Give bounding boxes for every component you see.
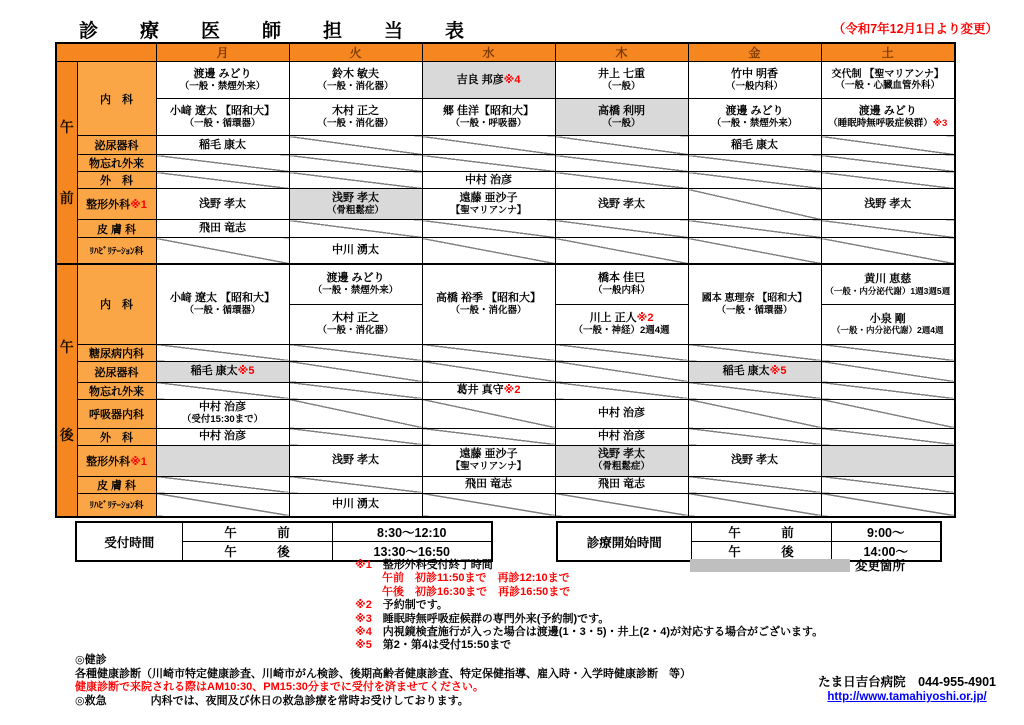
doctor-name: 浅野 孝太 (597, 197, 646, 210)
specialty-note: （一般・消化器） (317, 324, 394, 336)
footnote-mark: ※1 (130, 199, 147, 211)
empty-cell (156, 445, 289, 476)
specialty-note: （受付15:30まで） (181, 414, 264, 426)
empty-cell (821, 220, 955, 238)
department-cell (77, 220, 156, 238)
schedule-cell (688, 361, 821, 382)
consult-am-time: 9:00～ (831, 522, 941, 542)
specialty-note: （一般） (602, 117, 641, 129)
empty-cell (555, 382, 688, 399)
table-row (56, 476, 955, 493)
schedule-cell (821, 304, 955, 344)
bottom-note-line: ◎健診 (75, 654, 107, 666)
empty-cell (555, 361, 688, 382)
schedule-cell (289, 264, 422, 304)
schedule-cell (555, 445, 688, 476)
department-label: 糖尿病内科 (89, 347, 144, 360)
day-header-row (56, 43, 955, 62)
schedule-cell (289, 445, 422, 476)
schedule-cell (821, 264, 955, 304)
department-cell (77, 476, 156, 493)
specialty-note: （一般・心臓血管外科） (835, 80, 940, 92)
department-label: 皮 膚 科 (96, 479, 137, 492)
doctor-name: 遠藤 亜沙子 (459, 448, 518, 461)
doctor-name: 木村 正之 (331, 311, 380, 324)
specialty-note: 【聖マリアンナ】 (450, 204, 527, 216)
footnote-mark: ※2 (503, 384, 521, 397)
table-row (56, 238, 955, 264)
table-row (56, 189, 955, 220)
schedule-cell (688, 445, 821, 476)
specialty-note: （一般・禁煙外来） (312, 285, 399, 297)
doctor-name: 中村 治彦 (198, 401, 247, 414)
schedule-cell (156, 220, 289, 238)
empty-cell (821, 428, 955, 445)
footnote-line: ※2 予約制です。 (355, 599, 448, 612)
schedule-cell (422, 172, 555, 189)
footnote-mark: ※4 (503, 73, 521, 86)
doctor-name: 高橋 利明 (597, 104, 646, 117)
doctor-name: 渡邊 みどり (858, 104, 917, 117)
specialty-note: （骨粗鬆症） (592, 461, 650, 473)
doctor-name: 國本 恵理奈 【昭和大】 (701, 292, 808, 304)
schedule-cell (289, 62, 422, 99)
schedule-cell (156, 264, 289, 344)
empty-cell (289, 344, 422, 361)
empty-cell (821, 399, 955, 428)
specialty-note: （一般・内分泌代謝）1週3週5週 (825, 285, 951, 296)
empty-cell (555, 493, 688, 517)
table-row (56, 399, 955, 428)
table-row (56, 62, 955, 99)
empty-cell (289, 136, 422, 155)
department-cell (77, 361, 156, 382)
empty-cell (422, 136, 555, 155)
table-row (56, 493, 955, 517)
empty-cell (555, 136, 688, 155)
department-label: 整形外科 (86, 199, 131, 211)
day-header-cell: 木 (555, 43, 688, 62)
department-label: 内 科 (100, 299, 133, 312)
schedule-cell (555, 428, 688, 445)
empty-cell (289, 361, 422, 382)
table-row (56, 220, 955, 238)
empty-cell (156, 382, 289, 399)
empty-cell (289, 172, 422, 189)
specialty-note: （一般・循環器） (184, 117, 261, 129)
doctor-name: 小﨑 遼太 【昭和大】 (169, 292, 276, 305)
table-row (56, 155, 955, 172)
hospital-url-link[interactable]: http://www.tamahiyoshi.or.jp/ (827, 691, 987, 703)
doctor-name: 渡邊 みどり (725, 104, 784, 117)
footnote-mark: ※3 (932, 117, 948, 129)
schedule-cell (688, 99, 821, 136)
bottom-note-line: 健康診断で来院される際はAM10:30、PM15:30分までに受付を済ませてください。 (75, 681, 484, 694)
empty-cell (289, 382, 422, 399)
period-label (57, 65, 77, 259)
empty-cell (688, 428, 821, 445)
doctor-name: 中川 湧太 (331, 498, 380, 511)
day-header-cell: 土 (821, 43, 955, 62)
specialty-note: （骨粗鬆症） (326, 204, 384, 216)
empty-cell (422, 344, 555, 361)
schedule-cell (555, 264, 688, 304)
empty-cell (422, 493, 555, 517)
doctor-name: 吉良 邦彦※4 (456, 73, 521, 86)
consult-am-period: 午 前 (691, 522, 831, 542)
period-char: 午 (59, 118, 74, 135)
department-label: 呼吸器内科 (89, 408, 144, 421)
specialty-note: （一般・循環器） (184, 305, 261, 317)
empty-cell (821, 344, 955, 361)
doctor-name: 遠藤 亜沙子 (459, 191, 518, 204)
period-label-cell (56, 62, 77, 264)
day-header-cell: 月 (156, 43, 289, 62)
specialty-note: （睡眠時無呼吸症候群）※3 (828, 117, 948, 129)
reception-hours-table (75, 521, 493, 562)
schedule-cell (289, 189, 422, 220)
afternoon-schedule-table (55, 263, 956, 518)
empty-cell (821, 493, 955, 517)
department-label: 泌尿器科 (94, 366, 139, 379)
empty-cell (422, 361, 555, 382)
doctor-name: 中川 湧太 (331, 243, 380, 256)
schedule-cell (156, 99, 289, 136)
table-row (557, 522, 941, 542)
schedule-cell (156, 136, 289, 155)
empty-cell (156, 476, 289, 493)
doctor-name: 浅野 孝太 (331, 191, 380, 204)
change-note: （令和7年12月1日より変更） (832, 22, 998, 36)
page-title: 診療医師担当表 (70, 16, 515, 47)
doctor-name: 稲毛 康太※5 (190, 365, 255, 378)
doctor-name: 中村 治彦 (198, 430, 247, 443)
specialty-note: 【聖マリアンナ】 (450, 461, 527, 473)
doctor-name: 稲毛 康太 (198, 138, 247, 151)
doctor-name: 飛田 竜志 (198, 222, 247, 235)
schedule-cell (156, 62, 289, 99)
footnote-line: ※1 整形外科受付終了時間 (355, 559, 493, 571)
footnote-line: 午後 初診16:30まで 再診16:50まで (382, 585, 571, 598)
empty-cell (555, 238, 688, 264)
empty-cell (422, 399, 555, 428)
footnotes (355, 559, 823, 653)
schedule-cell (555, 399, 688, 428)
doctor-name: 川上 正人※2 (589, 311, 654, 324)
schedule-cell (821, 99, 955, 136)
doctor-name: 黄川 恵慈 (864, 272, 912, 285)
specialty-note: （一般・消化器） (450, 305, 527, 317)
footnote-line: 午前 初診11:50まで 再診12:10まで (382, 572, 570, 585)
department-cell (77, 399, 156, 428)
schedule-cell (422, 445, 555, 476)
department-label: 物忘れ外来 (89, 158, 144, 170)
day-header-cell: 金 (688, 43, 821, 62)
day-header-cell: 水 (422, 43, 555, 62)
schedule-cell (289, 238, 422, 264)
empty-cell (156, 155, 289, 172)
footnote-mark: ※2 (636, 311, 654, 324)
day-header-cell: 火 (289, 43, 422, 62)
morning-schedule-table (55, 42, 956, 265)
empty-cell (688, 189, 821, 220)
specialty-note: （一般・禁煙外来） (179, 80, 266, 92)
doctor-name: 浅野 孝太 (331, 454, 380, 467)
empty-cell (422, 155, 555, 172)
doctor-name: 中村 治彦 (464, 173, 513, 186)
empty-cell (821, 172, 955, 189)
empty-cell (821, 136, 955, 155)
header-corner-cell (56, 43, 156, 62)
period-char: 後 (59, 426, 74, 443)
specialty-note: （一般・呼吸器） (450, 117, 527, 129)
schedule-cell (422, 382, 555, 399)
department-cell (77, 428, 156, 445)
doctor-name: 小泉 剛 (869, 312, 906, 325)
doctor-name: 飛田 竜志 (464, 478, 513, 491)
empty-cell (422, 428, 555, 445)
department-cell (77, 155, 156, 172)
empty-cell (688, 344, 821, 361)
department-cell (77, 189, 156, 220)
doctor-name: 葛井 真守※2 (456, 384, 521, 397)
department-cell (77, 445, 156, 476)
doctor-name: 竹中 明香 (730, 67, 779, 80)
table-row (76, 522, 492, 542)
reception-am-time: 8:30～12:10 (332, 522, 492, 542)
empty-cell (688, 238, 821, 264)
doctor-name: 浅野 孝太 (864, 197, 912, 210)
doctor-name: 浅野 孝太 (730, 454, 779, 467)
empty-cell (156, 344, 289, 361)
department-cell (77, 264, 156, 344)
consult-start-label: 診療開始時間 (557, 522, 691, 561)
consult-pm-period: 午 後 (691, 542, 831, 562)
empty-cell (821, 238, 955, 264)
empty-cell (156, 172, 289, 189)
empty-cell (688, 220, 821, 238)
table-row (56, 344, 955, 361)
department-label: ﾘﾊﾋﾞﾘﾃｰｼｮﾝ科 (89, 500, 144, 511)
empty-cell (688, 155, 821, 172)
hospital-info (818, 672, 996, 703)
table-row (56, 361, 955, 382)
schedule-cell (422, 99, 555, 136)
doctor-name: 鈴木 敏夫 (331, 67, 380, 80)
footnote-line: ※5 第2・第4は受付15:50まで (355, 639, 512, 652)
department-label: ﾘﾊﾋﾞﾘﾃｰｼｮﾝ科 (89, 245, 144, 256)
doctor-name: 浅野 孝太 (597, 448, 646, 461)
table-row (56, 172, 955, 189)
table-row (56, 136, 955, 155)
table-row (56, 99, 955, 136)
specialty-note: （一般内科） (592, 285, 650, 297)
department-cell (77, 172, 156, 189)
period-char: 午 (59, 338, 74, 355)
consult-pm-time: 14:00～ (831, 542, 941, 562)
empty-cell (289, 428, 422, 445)
department-label: 内 科 (100, 93, 133, 106)
bottom-note-line: ◎救急 内科では、夜間及び休日の救急診療を常時お受けしております。 (75, 694, 469, 707)
empty-cell (688, 382, 821, 399)
doctor-name: 小﨑 遼太 【昭和大】 (169, 104, 276, 117)
empty-cell (555, 220, 688, 238)
empty-cell (821, 445, 955, 476)
doctor-name: 井上 七重 (597, 67, 646, 80)
reception-pm-period: 午 後 (182, 542, 332, 562)
schedule-cell (289, 99, 422, 136)
empty-cell (289, 155, 422, 172)
schedule-cell (821, 189, 955, 220)
schedule-cell (422, 189, 555, 220)
specialty-note: （一般） (602, 80, 641, 92)
specialty-note: （一般・循環器） (716, 304, 793, 316)
empty-cell (821, 155, 955, 172)
schedule-cell (422, 264, 555, 344)
table-row (56, 264, 955, 304)
schedule-cell (156, 189, 289, 220)
empty-cell (555, 172, 688, 189)
department-cell (77, 493, 156, 517)
schedule-cell (555, 476, 688, 493)
empty-cell (821, 476, 955, 493)
department-cell (77, 382, 156, 399)
doctor-name: 稲毛 康太 (730, 138, 779, 151)
schedule-cell (156, 428, 289, 445)
department-label: 外 科 (100, 431, 133, 444)
bottom-note-line: 各種健康診断（川崎市特定健康診査、川崎市がん検診、後期高齢者健康診査、特定保健指導、雇入時・入学時健康診断 等） (75, 667, 691, 680)
footnote-mark: ※5 (769, 365, 787, 378)
empty-cell (289, 476, 422, 493)
empty-cell (156, 238, 289, 264)
hospital-name-phone: たま日吉台病院 044-955-4901 (818, 675, 996, 689)
doctor-name: 郷 佳洋【昭和大】 (442, 104, 535, 117)
department-cell (77, 136, 156, 155)
empty-cell (688, 399, 821, 428)
schedule-cell (156, 361, 289, 382)
doctor-name: 高橋 裕季 【昭和大】 (435, 292, 542, 305)
empty-cell (289, 220, 422, 238)
table-row (56, 382, 955, 399)
schedule-cell (688, 264, 821, 344)
schedule-cell (688, 62, 821, 99)
doctor-name: 渡邊 みどり (326, 272, 385, 285)
period-char: 前 (59, 189, 74, 206)
doctor-name: 浅野 孝太 (198, 197, 247, 210)
schedule-cell (289, 493, 422, 517)
reception-pm-time: 13:30～16:50 (332, 542, 492, 562)
period-label-cell (56, 264, 77, 517)
schedule-cell (422, 476, 555, 493)
schedule-cell (821, 62, 955, 99)
reception-am-period: 午 前 (182, 522, 332, 542)
footnote-line: ※4 内視鏡検査施行が入った場合は渡邊(1・3・5)・井上(2・4)が対応する場合がございます。 (355, 626, 824, 639)
empty-cell (821, 382, 955, 399)
bottom-notes (75, 654, 691, 708)
specialty-note: （一般内科） (725, 80, 783, 92)
specialty-note: （一般・禁煙外来） (711, 117, 798, 129)
specialty-note: （一般・神経）2週4週 (573, 324, 670, 336)
doctor-name: 渡邊 みどり (193, 67, 252, 80)
empty-cell (289, 399, 422, 428)
schedule-cell (555, 62, 688, 99)
schedule-cell (555, 99, 688, 136)
table-row (56, 428, 955, 445)
doctor-name: 交代制 【聖マリアンナ】 (831, 68, 944, 80)
empty-cell (422, 220, 555, 238)
footnote-mark: ※5 (237, 365, 255, 378)
specialty-note: （一般・消化器） (317, 117, 394, 129)
schedule-cell (156, 399, 289, 428)
doctor-name: 飛田 竜志 (597, 478, 646, 491)
footnote-line: ※3 睡眠時無呼吸症候群の専門外来(予約制)です。 (355, 612, 610, 625)
department-label: 整形外科 (86, 455, 131, 468)
schedule-cell (289, 304, 422, 344)
doctor-name: 橋本 佳巳 (597, 272, 646, 285)
schedule-cell (555, 304, 688, 344)
department-cell (77, 238, 156, 264)
doctor-name: 中村 治彦 (597, 430, 646, 443)
empty-cell (555, 344, 688, 361)
changed-cell-legend-label: 変更箇所 (855, 559, 906, 573)
empty-cell (821, 361, 955, 382)
footnote-mark: ※1 (130, 455, 147, 468)
department-cell (77, 344, 156, 361)
department-cell (77, 62, 156, 136)
empty-cell (688, 172, 821, 189)
schedule-cell (422, 62, 555, 99)
empty-cell (555, 155, 688, 172)
doctor-name: 稲毛 康太※5 (722, 365, 787, 378)
period-label (57, 269, 77, 513)
department-label: 物忘れ外来 (89, 385, 144, 398)
empty-cell (688, 476, 821, 493)
schedule-cell (555, 189, 688, 220)
empty-cell (688, 493, 821, 517)
specialty-note: （一般・消化器） (317, 80, 394, 92)
doctor-name: 木村 正之 (331, 104, 380, 117)
empty-cell (422, 238, 555, 264)
department-label: 泌尿器科 (94, 140, 139, 152)
table-row (56, 445, 955, 476)
empty-cell (156, 493, 289, 517)
specialty-note: （一般・内分泌代謝）2週4週 (832, 325, 944, 336)
department-label: 外 科 (100, 175, 133, 187)
doctor-name: 中村 治彦 (597, 407, 646, 420)
department-label: 皮 膚 科 (96, 223, 137, 236)
schedule-cell (688, 136, 821, 155)
reception-hours-label: 受付時間 (76, 522, 182, 561)
